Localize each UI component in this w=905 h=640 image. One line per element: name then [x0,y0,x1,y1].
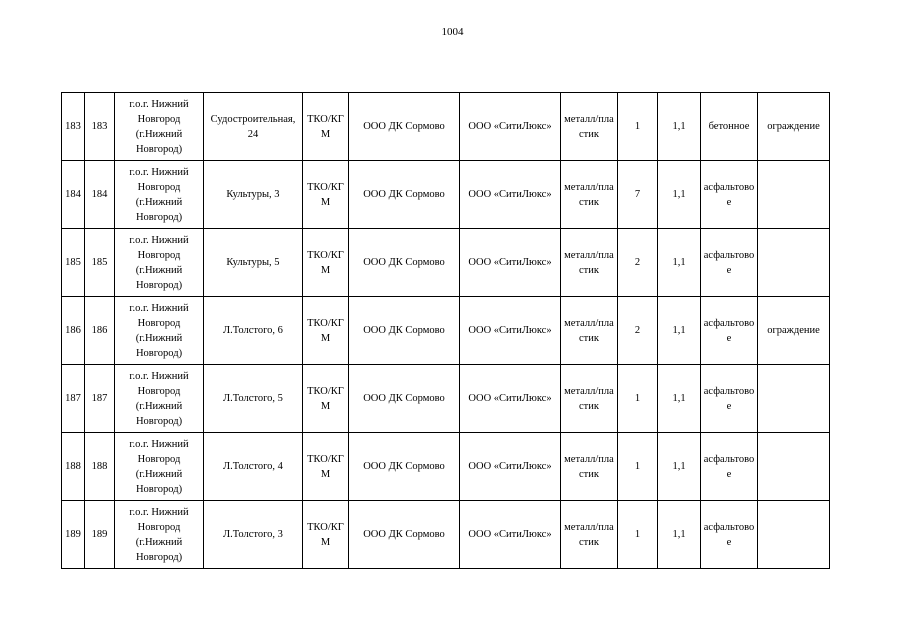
cell-container-count: 1 [618,365,658,433]
table-row [62,365,830,433]
cell-container-material: металл/пластик [561,365,618,433]
cell-container-count: 1 [618,433,658,501]
page-number: 1004 [441,26,464,38]
cell-management-company: ООО ДК Сормово [349,93,460,161]
cell-operator: ООО «СитиЛюкс» [460,229,561,297]
cell-container-material: металл/пластик [561,229,618,297]
cell-container-count: 1 [618,501,658,569]
cell-address: Л.Толстого, 6 [204,297,303,365]
cell-locality: г.о.г. Нижний Новгород (г.Нижний Новгород) [115,433,204,501]
cell-row-number: 183 [62,93,85,161]
cell-operator: ООО «СитиЛюкс» [460,365,561,433]
cell-container-count: 2 [618,297,658,365]
cell-surface-type: асфальтовое [701,161,758,229]
registry-table [61,92,830,569]
cell-locality: г.о.г. Нижний Новгород (г.Нижний Новгород) [115,365,204,433]
cell-management-company: ООО ДК Сормово [349,297,460,365]
cell-operator: ООО «СитиЛюкс» [460,297,561,365]
cell-waste-type: ТКО/КГМ [303,501,349,569]
cell-surface-type: асфальтовое [701,297,758,365]
cell-container-material: металл/пластик [561,161,618,229]
cell-row-number: 185 [62,229,85,297]
cell-locality: г.о.г. Нижний Новгород (г.Нижний Новгород) [115,501,204,569]
cell-address: Л.Толстого, 5 [204,365,303,433]
cell-row-number: 188 [62,433,85,501]
cell-container-count: 2 [618,229,658,297]
cell-operator: ООО «СитиЛюкс» [460,501,561,569]
cell-address: Судостроительная, 24 [204,93,303,161]
cell-management-company: ООО ДК Сормово [349,229,460,297]
cell-container-material: металл/пластик [561,433,618,501]
cell-fence [758,365,830,433]
cell-container-volume: 1,1 [658,161,701,229]
table-row [62,297,830,365]
table-body [62,93,830,569]
table-row [62,501,830,569]
cell-management-company: ООО ДК Сормово [349,365,460,433]
cell-locality: г.о.г. Нижний Новгород (г.Нижний Новгород) [115,161,204,229]
cell-registry-number: 186 [85,297,115,365]
cell-locality: г.о.г. Нижний Новгород (г.Нижний Новгород) [115,297,204,365]
cell-fence [758,433,830,501]
cell-waste-type: ТКО/КГМ [303,229,349,297]
cell-management-company: ООО ДК Сормово [349,501,460,569]
cell-surface-type: бетонное [701,93,758,161]
cell-row-number: 186 [62,297,85,365]
cell-row-number: 189 [62,501,85,569]
cell-registry-number: 184 [85,161,115,229]
table-row [62,433,830,501]
cell-surface-type: асфальтовое [701,229,758,297]
cell-container-volume: 1,1 [658,433,701,501]
cell-row-number: 184 [62,161,85,229]
cell-container-volume: 1,1 [658,297,701,365]
cell-waste-type: ТКО/КГМ [303,433,349,501]
cell-container-volume: 1,1 [658,501,701,569]
cell-fence [758,229,830,297]
cell-address: Л.Толстого, 3 [204,501,303,569]
cell-locality: г.о.г. Нижний Новгород (г.Нижний Новгород) [115,93,204,161]
cell-fence: ограждение [758,93,830,161]
cell-row-number: 187 [62,365,85,433]
cell-address: Культуры, 5 [204,229,303,297]
cell-container-count: 7 [618,161,658,229]
cell-registry-number: 188 [85,433,115,501]
cell-operator: ООО «СитиЛюкс» [460,93,561,161]
cell-registry-number: 189 [85,501,115,569]
table-row [62,93,830,161]
cell-registry-number: 183 [85,93,115,161]
cell-container-count: 1 [618,93,658,161]
cell-waste-type: ТКО/КГМ [303,365,349,433]
cell-container-volume: 1,1 [658,229,701,297]
cell-surface-type: асфальтовое [701,365,758,433]
cell-container-material: металл/пластик [561,501,618,569]
cell-registry-number: 185 [85,229,115,297]
cell-operator: ООО «СитиЛюкс» [460,161,561,229]
cell-operator: ООО «СитиЛюкс» [460,433,561,501]
cell-address: Культуры, 3 [204,161,303,229]
cell-container-material: металл/пластик [561,297,618,365]
cell-fence [758,161,830,229]
cell-fence: ограждение [758,297,830,365]
cell-surface-type: асфальтовое [701,433,758,501]
cell-waste-type: ТКО/КГМ [303,93,349,161]
cell-container-material: металл/пластик [561,93,618,161]
table-row [62,161,830,229]
table-row [62,229,830,297]
cell-waste-type: ТКО/КГМ [303,161,349,229]
cell-address: Л.Толстого, 4 [204,433,303,501]
cell-container-volume: 1,1 [658,365,701,433]
cell-fence [758,501,830,569]
cell-waste-type: ТКО/КГМ [303,297,349,365]
cell-management-company: ООО ДК Сормово [349,161,460,229]
cell-registry-number: 187 [85,365,115,433]
cell-surface-type: асфальтовое [701,501,758,569]
cell-management-company: ООО ДК Сормово [349,433,460,501]
cell-container-volume: 1,1 [658,93,701,161]
cell-locality: г.о.г. Нижний Новгород (г.Нижний Новгород) [115,229,204,297]
